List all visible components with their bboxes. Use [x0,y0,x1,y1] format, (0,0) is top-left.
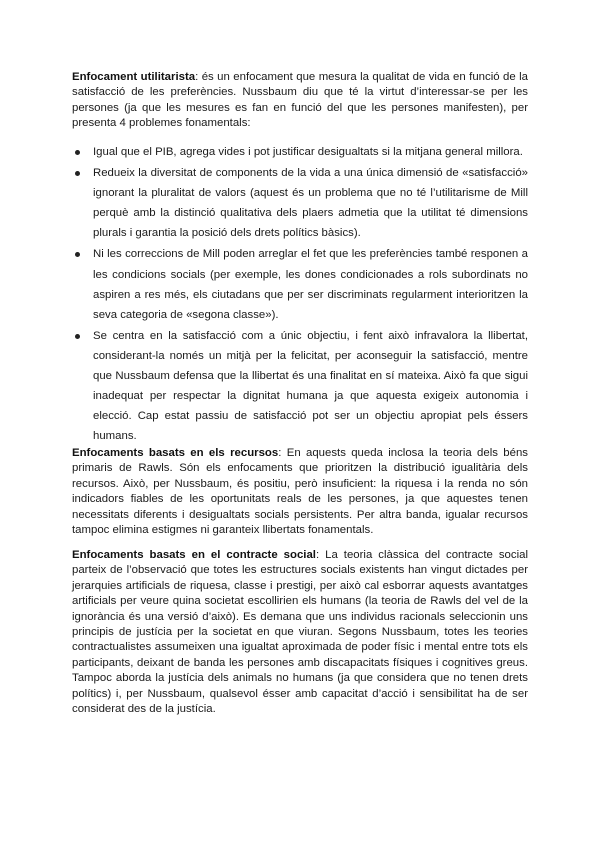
section-body: : La teoria clàssica del contracte social parteix de l’observació que totes les estructures socials existents han vingut dictades per jerarquies artificials de riquesa, classe i prestigi, per això cal esborrar aquests avantatges artificials per veure quina societat escollirien els humans (la teoria de Rawls del vel de la ignorància és una versió d’això). Es demana que uns individus racionals seleccionin uns principis de justícia per la societat en que viuran. Segons Nussbaum, totes les teories contractualistes assumeixen una igualtat aproximada de poder físic i mental entre tots els participants, deixant de banda les persones amb discapacitats físiques i cognitives greus. Tampoc aborda la justícia dels animals no humans (ja que considera que no tenen drets polítics) i, per Nussbaum, qualsevol ésser amb capacitat d’acció i sensibilitat ha de ser considerat des de la justícia. [72,549,528,716]
section-social-contract [72,548,528,717]
bullet-icon [75,252,80,257]
section-heading: Enfocament utilitarista [72,71,196,83]
section-resources [72,446,528,538]
list-item: Redueix la diversitat de components de la vida a una única dimensió de «satisfacció» ignorant la pluralitat de valors (aquest és un problema que no té l’utilitarisme de Mill perquè amb la distinció qualitativa dels plaers admetia que la utilitat té dimensions plurals i garantia la posició dels drets polítics bàsics). [72,163,528,243]
section-heading: Enfocaments basats en el contracte social [72,549,316,561]
section-heading: Enfocaments basats en els recursos [72,447,279,459]
section-body: : En aquests queda inclosa la teoria dels béns primaris de Rawls. Són els enfocaments que prioritzen la distribució igualitària dels recursos. Això, per Nussbaum, és positiu, però insuficient: la riquesa i la renda no són indicadors fiables de les oportunitats reals de les persones, ja que aquestes tenen necessitats diferents i desigualtats socials persistents. Per altra banda, igualar recursos tampoc elimina estigmes ni garanteix llibertats fonamentals. [72,447,528,537]
bullet-icon [75,150,80,155]
list-item: Ni les correccions de Mill poden arreglar el fet que les preferències també responen a les condicions socials (per exemple, les dones condicionades a rols subordinats no aspiren a res més, els ciutadans que per ser discriminats regularment interioritzen la seva categoria de «segona classe»). [72,244,528,324]
bullet-icon [75,171,80,176]
list-item: Igual que el PIB, agrega vides i pot justificar desigualtats si la mitjana general millora. [72,142,528,162]
section-utilitarian [72,70,528,132]
list-item: Se centra en la satisfacció com a únic objectiu, i fent això infravalora la llibertat, considerant-la només un mitjà per la felicitat, per aconseguir la satisfacció, mentre que Nussbaum defensa que la llibertat és una finalitat en sí mateixa. Això fa que sigui inadequat per respectar la dignitat humana ja que aquesta exigeix autonomia i elecció. Cap estat passiu de satisfacció pot ser un objectiu apropiat pels éssers humans. [72,326,528,447]
problems-list [72,142,528,447]
bullet-icon [75,334,80,339]
section-body: : és un enfocament que mesura la qualitat de vida en funció de la satisfacció de les preferències. Nussbaum diu que té la virtut d’interessar-se per les persones (ja que les mesures es fan en funció del que les persones manifesten), per presenta 4 problemes fonamentals: [72,71,528,130]
